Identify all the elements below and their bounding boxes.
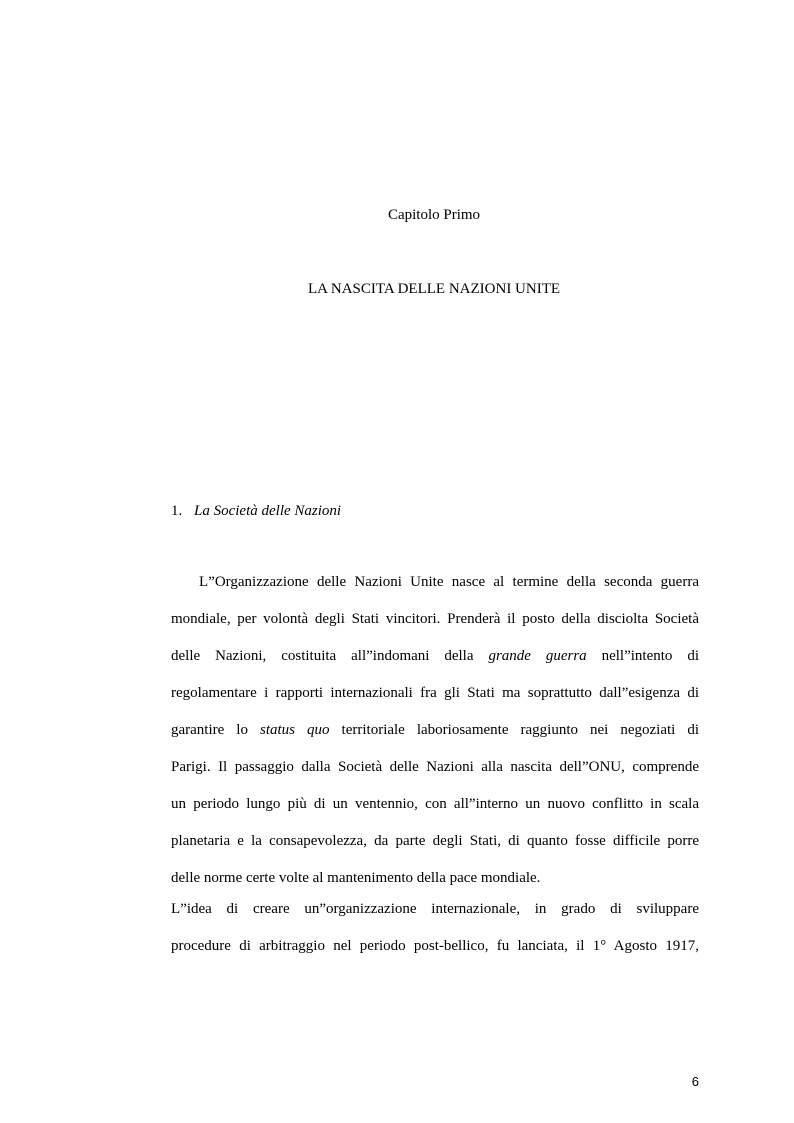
text-line: Parigi. Il passaggio dalla Società delle Nazioni alla nascita dell”ONU, comprende bbox=[171, 759, 699, 775]
text-line: delle norme certe volte al mantenimento della pace mondiale. bbox=[171, 870, 541, 886]
body-text bbox=[171, 572, 699, 973]
text-line: L”idea di creare un”organizzazione internazionale, in grado di sviluppare bbox=[171, 901, 699, 917]
chapter-title: LA NASCITA DELLE NAZIONI UNITE bbox=[307, 281, 561, 297]
text-run: delle Nazioni, costituita all”indomani della bbox=[171, 648, 474, 664]
text-line: L”Organizzazione delle Nazioni Unite nasce al termine della seconda guerra bbox=[199, 574, 699, 590]
section-number: 1. bbox=[171, 503, 183, 519]
text-line: procedure di arbitraggio nel periodo post-bellico, fu lanciata, il 1° Agosto 1917, bbox=[171, 938, 699, 954]
text-line: regolamentare i rapporti internazionali fra gli Stati ma soprattutto dall”esigenza di bbox=[171, 685, 699, 701]
page-number: 6 bbox=[691, 1074, 699, 1089]
section-title: La Società delle Nazioni bbox=[194, 503, 342, 519]
emphasis-status-quo: status quo bbox=[260, 722, 330, 738]
chapter-label: Capitolo Primo bbox=[387, 207, 481, 223]
text-run: territoriale laboriosamente raggiunto nei negoziati di bbox=[341, 722, 699, 738]
text-run: garantire lo bbox=[171, 722, 248, 738]
text-line: planetaria e la consapevolezza, da parte degli Stati, di quanto fosse difficile porre bbox=[171, 833, 699, 849]
text-run: nell”intento di bbox=[601, 648, 699, 664]
emphasis-grande-guerra: grande guerra bbox=[488, 648, 587, 664]
text-line bbox=[171, 646, 699, 683]
text-line bbox=[171, 720, 699, 757]
text-line: mondiale, per volontà degli Stati vincitori. Prenderà il posto della disciolta Società bbox=[171, 611, 699, 627]
section-heading bbox=[171, 501, 341, 521]
text-line: un periodo lungo più di un ventennio, con all”interno un nuovo conflitto in scala bbox=[171, 796, 699, 812]
